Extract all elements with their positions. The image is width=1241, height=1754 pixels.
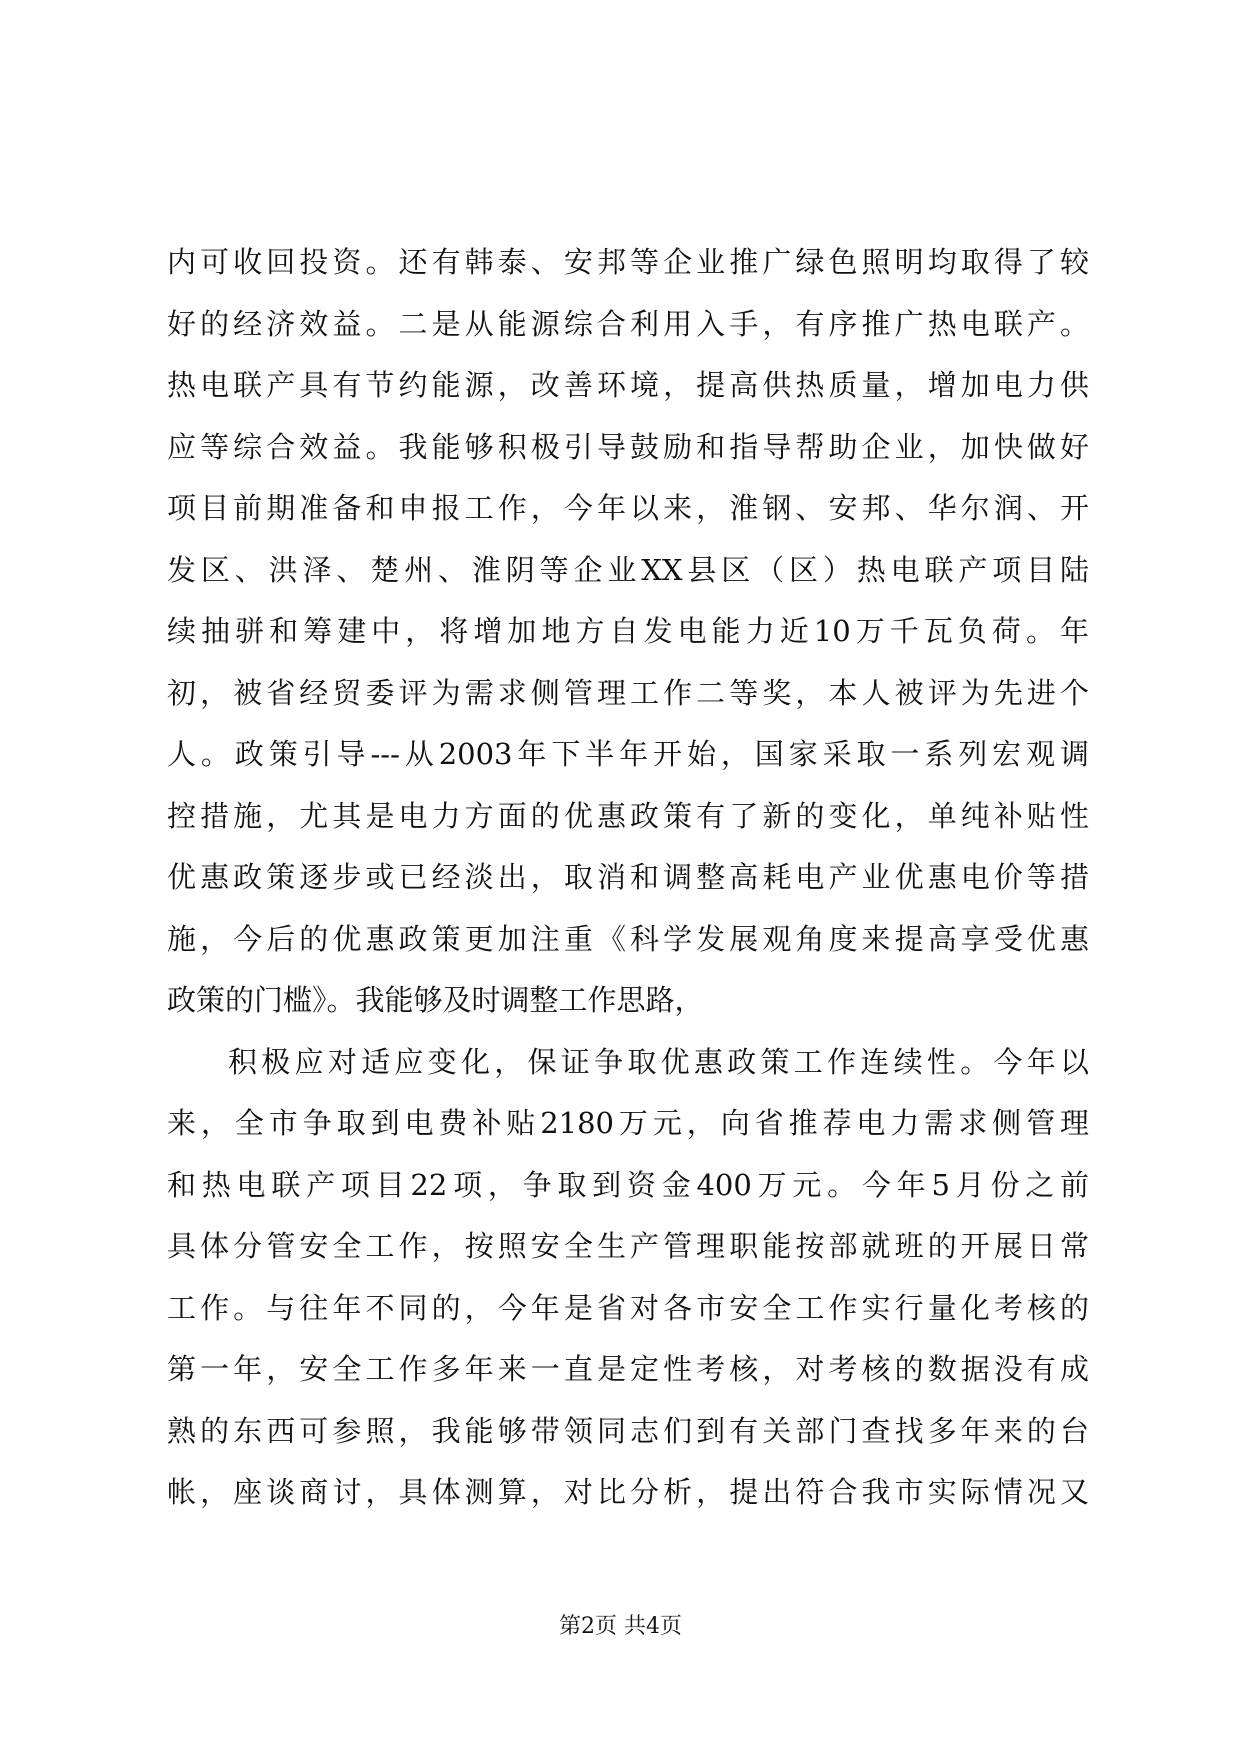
text-line: 政策的门槛》。我能够及时调整工作思路， (167, 983, 704, 1017)
paragraph-1 (167, 232, 1089, 1032)
paragraph-2 (167, 1032, 1089, 1524)
text-line: 施，今后的优惠政策更加注重《科学发展观角度来提高享受优惠 (167, 921, 1089, 956)
text-line: 续抽骈和筹建中，将增加地方自发电能力近10万千瓦负荷。年 (167, 614, 1089, 648)
text-line: 热电联产具有节约能源，改善环境，提高供热质量，增加电力供 (167, 368, 1089, 402)
text-line: 积极应对适应变化，保证争取优惠政策工作连续性。今年以 (228, 1044, 1089, 1079)
text-line: 熟的东西可参照，我能够带领同志们到有关部门查找多年来的台 (167, 1413, 1089, 1448)
text-line: 来，全市争取到电费补贴2180万元，向省推荐电力需求侧管理 (167, 1106, 1089, 1140)
text-line: 具体分管安全工作，按照安全生产管理职能按部就班的开展日常 (167, 1229, 1089, 1263)
text-line: 应等综合效益。我能够积极引导鼓励和指导帮助企业，加快做好 (167, 429, 1089, 464)
text-line: 控措施，尤其是电力方面的优惠政策有了新的变化，单纯补贴性 (167, 798, 1089, 833)
page-number-footer: 第2页 共4页 (559, 1614, 682, 1639)
text-line: 项目前期准备和申报工作，今年以来，淮钢、安邦、华尔润、开 (167, 491, 1089, 525)
body-text (167, 232, 1089, 1524)
text-line: 内可收回投资。还有韩泰、安邦等企业推广绿色照明均取得了较 (167, 245, 1089, 279)
text-line: 好的经济效益。二是从能源综合利用入手，有序推广热电联产。 (167, 306, 1089, 341)
text-line: 初，被省经贸委评为需求侧管理工作二等奖，本人被评为先进个 (167, 675, 1089, 710)
text-line: 人。政策引导---从2003年下半年开始，国家采取一系列宏观调 (167, 737, 1089, 771)
text-line: 第一年，安全工作多年来一直是定性考核，对考核的数据没有成 (167, 1352, 1089, 1386)
text-line: 帐，座谈商讨，具体测算，对比分析，提出符合我市实际情况又 (167, 1475, 1089, 1509)
text-line: 发区、洪泽、楚州、淮阴等企业XX县区（区）热电联产项目陆 (167, 552, 1089, 587)
text-line: 优惠政策逐步或已经淡出，取消和调整高耗电产业优惠电价等措 (167, 860, 1089, 894)
text-line: 和热电联产项目22项，争取到资金400万元。今年5月份之前 (167, 1167, 1089, 1202)
text-line: 工作。与往年不同的，今年是省对各市安全工作实行量化考核的 (167, 1290, 1089, 1325)
